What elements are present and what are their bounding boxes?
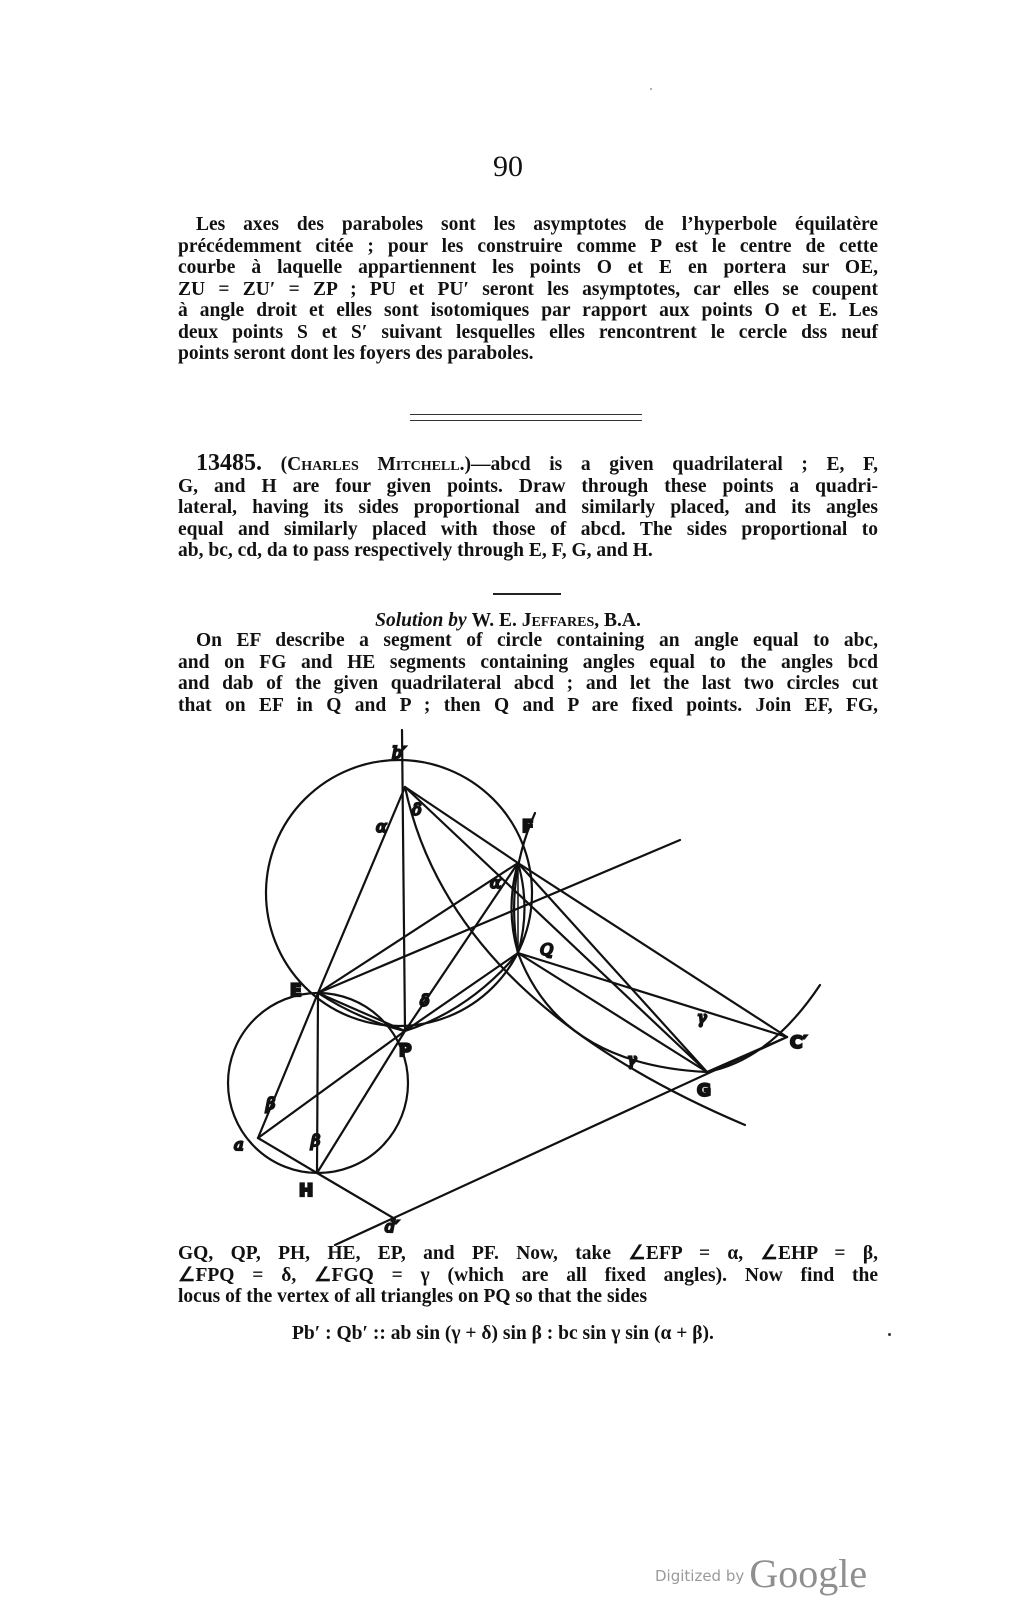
- text-line: points seront dont les foyers des paraboles.: [178, 343, 534, 364]
- text-line: equal and similarly placed with those of abcd. The sides proportional to: [178, 518, 878, 540]
- label-C-prime: C′: [790, 1033, 807, 1053]
- text-line: ZU = ZU′ = ZP ; PU et PU′ seront les asymptotes, car elles se coupent: [178, 278, 878, 300]
- text-line: deux points S et S′ suivant lesquelles elles rencontrent le cercle dss neuf: [178, 321, 878, 343]
- angle-alpha-F: α: [490, 873, 501, 892]
- label-G: G: [697, 1081, 711, 1101]
- line-QC: [518, 953, 787, 1037]
- text-line: GQ, QP, PH, HE, EP, and PF. Now, take ∠EFP = α, ∠EHP = β,: [178, 1243, 878, 1264]
- byline-name: W. E. Jeffares, B.A.: [471, 610, 641, 631]
- angle-beta-H: β: [311, 1131, 321, 1150]
- text-line: lateral, having its sides proportional and similarly placed, and its angles: [178, 497, 878, 518]
- line-bF: [405, 787, 518, 863]
- label-F: F: [522, 817, 534, 837]
- label-b-prime: b′: [392, 743, 406, 762]
- text-line: Les axes des paraboles sont les asymptotes de l’hyperbole équilatère: [196, 214, 878, 235]
- line-QG: [518, 953, 707, 1072]
- angle-alpha-b: α: [376, 817, 387, 836]
- angle-gamma-C: γ: [697, 1008, 707, 1027]
- text-line: à angle droit et elles sont isotomiques par rapport aux points O et E. Les: [178, 300, 878, 321]
- label-E: E: [290, 981, 302, 1001]
- label-d-prime: d′: [385, 1217, 399, 1236]
- question-number: 13485.: [196, 450, 262, 476]
- text-line: G, and H are four given points. Draw through these points a quadri-: [178, 475, 878, 497]
- speck: [650, 88, 652, 90]
- line-GC: [707, 1037, 787, 1072]
- ratio-formula: Pb′ : Qb′ :: ab sin (γ + δ) sin β : bc sin γ sin (α + β).: [292, 1323, 714, 1344]
- label-a: a: [234, 1135, 244, 1154]
- speck: [888, 1333, 891, 1336]
- angle-delta-P: δ: [420, 991, 430, 1010]
- angle-gamma-G: γ: [627, 1050, 637, 1069]
- text-line: that on EF in Q and P ; then Q and P are fixed points. Join EF, FG,: [178, 694, 878, 716]
- text-line: —abcd is a given quadrilateral ; E, F,: [470, 454, 878, 475]
- text-line: ab, bc, cd, da to pass respectively through E, F, G, and H.: [178, 540, 653, 561]
- angle-beta-a: β: [266, 1094, 276, 1113]
- text-line: and on FG and HE segments containing angles equal to the angles bcd: [178, 651, 878, 673]
- line-bG: [405, 787, 707, 1072]
- angle-delta-b: δ: [412, 800, 422, 819]
- byline-prefix: Solution by: [375, 610, 467, 631]
- question-author: (Charles Mitchell.): [280, 454, 471, 475]
- solution-paragraph-2: [178, 1243, 878, 1308]
- text-line: ∠FPQ = δ, ∠FGQ = γ (which are all fixed angles). Now find the: [178, 1264, 878, 1286]
- text-line: On EF describe a segment of circle containing an angle equal to abc,: [196, 630, 878, 651]
- google-logo: Google: [749, 1551, 868, 1596]
- line-Hd: [317, 1173, 395, 1219]
- text-line: précédemment citée ; pour les construire comme P est le centre de cette: [178, 235, 878, 257]
- line-b-vertical: [402, 730, 405, 1031]
- watermark-prefix: Digitized by: [655, 1567, 745, 1585]
- label-H: H: [299, 1181, 314, 1201]
- label-Q: Q: [540, 940, 554, 959]
- page-number: 90: [493, 150, 523, 183]
- text-line: locus of the vertex of all triangles on PQ so that the sides: [178, 1286, 648, 1307]
- text-line: courbe à laquelle appartiennent les points O et E en portera sur OE,: [178, 257, 878, 278]
- line-dC: [335, 1037, 787, 1245]
- google-watermark: [655, 1550, 867, 1597]
- text-line: and dab of the given quadrilateral abcd ; and let the last two circles cut: [178, 673, 878, 694]
- label-P: P: [399, 1041, 412, 1061]
- line-EP: [318, 993, 405, 1031]
- line-HP: [317, 1031, 405, 1173]
